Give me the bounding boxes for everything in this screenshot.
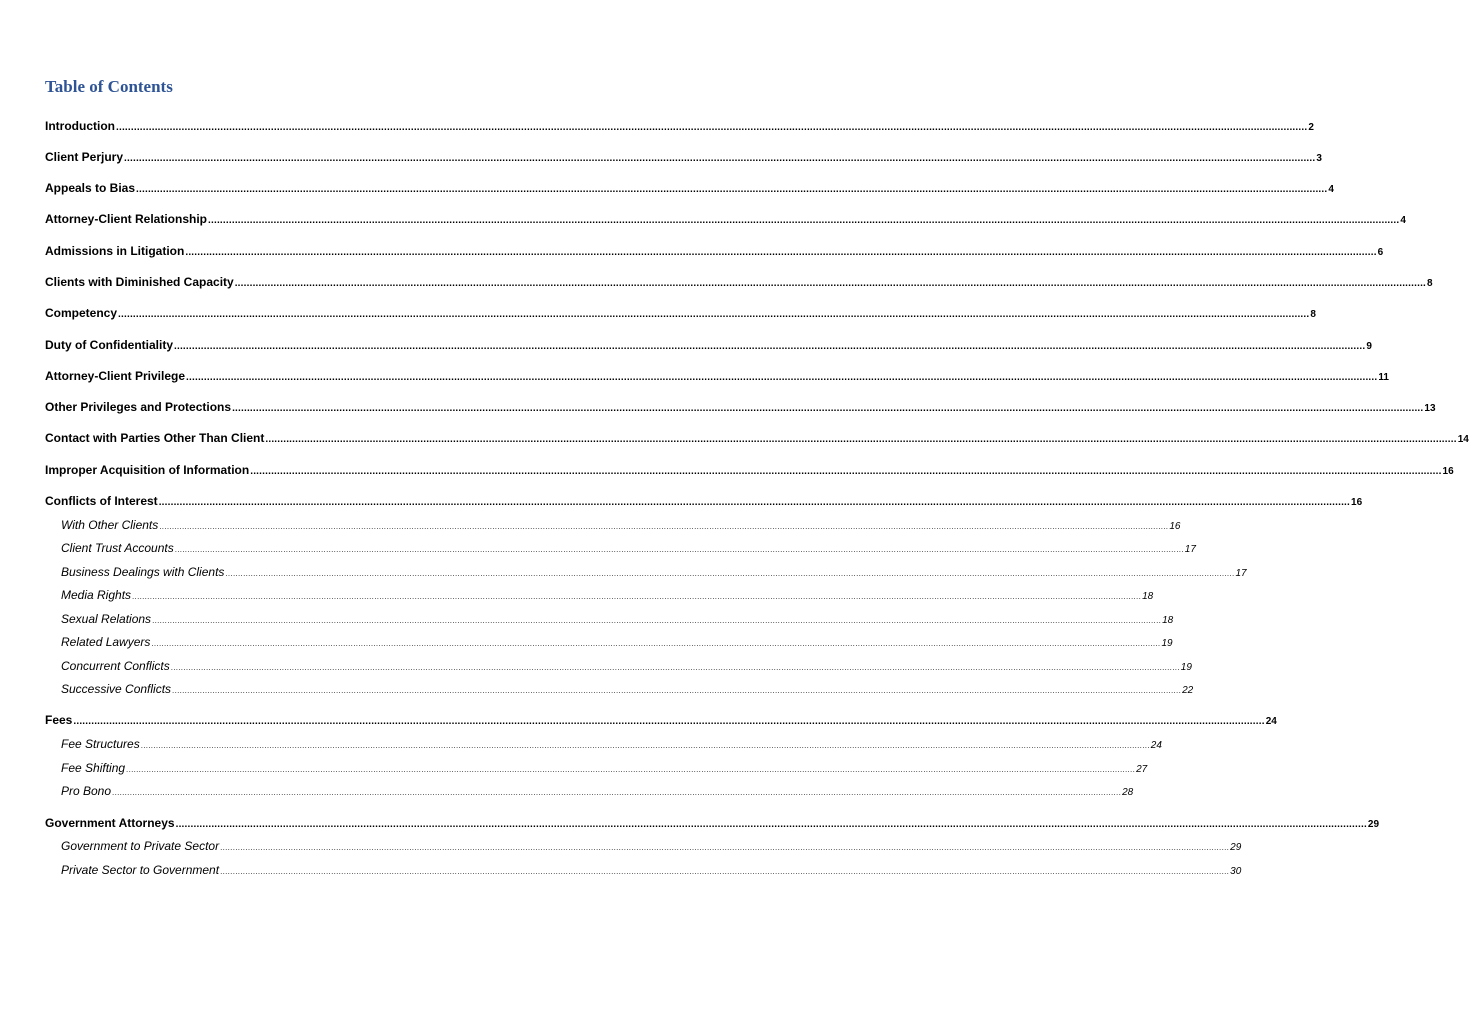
toc-entry-label: Fees: [45, 713, 73, 727]
toc-subentry[interactable]: [61, 541, 1196, 555]
toc-entry-label: Fee Shifting: [61, 761, 126, 775]
toc-entry-label: Successive Conflicts: [61, 682, 172, 696]
dot-leader: ................................................................................................................................................................................................................................................................................................................................................................................................................: [208, 215, 1400, 226]
dot-leader: ................................................................................................................................................................................................................................................................................................................................................................................................................: [234, 278, 1427, 289]
toc-page-number: 19: [1180, 662, 1192, 673]
toc-entry-label: Concurrent Conflicts: [61, 659, 170, 673]
toc-entry[interactable]: [45, 369, 1389, 383]
toc-page-number: 22: [1182, 685, 1194, 696]
toc-entry-label: Media Rights: [61, 588, 132, 602]
dot-leader: ................................................................................................................................................................................................................................................................................................................................................................................................................: [170, 663, 1180, 672]
toc-entry[interactable]: [45, 494, 1363, 508]
toc-subentry[interactable]: [61, 588, 1154, 602]
toc-subentry[interactable]: [61, 682, 1194, 696]
dot-leader: ................................................................................................................................................................................................................................................................................................................................................................................................................: [220, 867, 1230, 876]
toc-page-number: 8: [1310, 309, 1316, 320]
toc-page-number: 17: [1235, 568, 1247, 579]
dot-leader: ................................................................................................................................................................................................................................................................................................................................................................................................................: [185, 247, 1377, 258]
toc-page-number: 24: [1150, 740, 1162, 751]
toc-page-number: 29: [1230, 842, 1242, 853]
toc-entry[interactable]: [45, 119, 1314, 133]
toc-heading: Table of Contents: [45, 77, 173, 96]
toc-subentry[interactable]: [61, 784, 1134, 798]
dot-leader: ................................................................................................................................................................................................................................................................................................................................................................................................................: [126, 765, 1136, 774]
dot-leader: ................................................................................................................................................................................................................................................................................................................................................................................................................: [265, 434, 1457, 445]
toc-page-number: 4: [1400, 215, 1406, 226]
toc-page-number: 3: [1316, 153, 1322, 164]
toc-entry-label: Contact with Parties Other Than Client: [45, 431, 265, 445]
toc-entry-label: Conflicts of Interest: [45, 494, 158, 508]
toc-page-number: 28: [1122, 787, 1134, 798]
toc-subentry[interactable]: [61, 761, 1148, 775]
toc-entry-label: Duty of Confidentiality: [45, 338, 173, 352]
toc-page-number: 24: [1265, 716, 1277, 727]
toc-entry-label: Admissions in Litigation: [45, 244, 185, 258]
dot-leader: ................................................................................................................................................................................................................................................................................................................................................................................................................: [151, 639, 1161, 648]
toc-entry-label: Appeals to Bias: [45, 181, 136, 195]
dot-leader: ................................................................................................................................................................................................................................................................................................................................................................................................................: [220, 843, 1230, 852]
dot-leader: ................................................................................................................................................................................................................................................................................................................................................................................................................: [152, 616, 1162, 625]
toc-entry-label: Pro Bono: [61, 784, 112, 798]
toc-entry-label: Client Trust Accounts: [61, 541, 174, 555]
toc-entry-label: Private Sector to Government: [61, 863, 220, 877]
toc-entry-label: Competency: [45, 306, 118, 320]
toc-page-number: 16: [1169, 521, 1181, 532]
toc-entry-label: Related Lawyers: [61, 635, 151, 649]
toc-entry[interactable]: [45, 181, 1334, 195]
toc-entry-label: With Other Clients: [61, 518, 159, 532]
dot-leader: ................................................................................................................................................................................................................................................................................................................................................................................................................: [115, 122, 1308, 133]
dot-leader: ................................................................................................................................................................................................................................................................................................................................................................................................................: [73, 716, 1265, 727]
toc-entry-label: Sexual Relations: [61, 612, 152, 626]
toc-page-number: 6: [1377, 247, 1384, 258]
toc-entry[interactable]: [45, 150, 1322, 164]
dot-leader: ................................................................................................................................................................................................................................................................................................................................................................................................................: [232, 403, 1424, 414]
toc-page-number: 14: [1457, 434, 1469, 445]
toc-page-number: 16: [1442, 466, 1454, 477]
dot-leader: ................................................................................................................................................................................................................................................................................................................................................................................................................: [118, 309, 1310, 320]
dot-leader: ................................................................................................................................................................................................................................................................................................................................................................................................................: [174, 545, 1184, 554]
toc-page-number: 18: [1162, 615, 1174, 626]
toc-page-number: 13: [1424, 403, 1436, 414]
toc-entry[interactable]: [45, 431, 1469, 445]
dot-leader: ................................................................................................................................................................................................................................................................................................................................................................................................................: [140, 741, 1150, 750]
toc-subentry[interactable]: [61, 612, 1174, 626]
toc-page-number: 9: [1366, 341, 1372, 352]
toc-entry[interactable]: [45, 816, 1380, 830]
toc-page-number: 29: [1367, 819, 1380, 830]
toc-page-number: 4: [1328, 184, 1334, 195]
toc-entry[interactable]: [45, 306, 1316, 320]
toc-entry-label: Client Perjury: [45, 150, 124, 164]
dot-leader: ................................................................................................................................................................................................................................................................................................................................................................................................................: [159, 522, 1169, 531]
dot-leader: ................................................................................................................................................................................................................................................................................................................................................................................................................: [186, 372, 1378, 383]
toc-page-number: 17: [1184, 544, 1196, 555]
dot-leader: ................................................................................................................................................................................................................................................................................................................................................................................................................: [175, 819, 1367, 830]
toc-page-number: 30: [1230, 866, 1242, 877]
toc-entry[interactable]: [45, 338, 1372, 352]
toc-entry[interactable]: [45, 400, 1436, 414]
toc-subentry[interactable]: [61, 518, 1181, 532]
dot-leader: ................................................................................................................................................................................................................................................................................................................................................................................................................: [250, 466, 1442, 477]
dot-leader: ................................................................................................................................................................................................................................................................................................................................................................................................................: [136, 184, 1328, 195]
toc-entry[interactable]: [45, 244, 1384, 258]
dot-leader: ................................................................................................................................................................................................................................................................................................................................................................................................................: [158, 497, 1351, 508]
toc-subentry[interactable]: [61, 635, 1173, 649]
toc-entry[interactable]: [45, 275, 1433, 289]
toc-entry-label: Attorney-Client Relationship: [45, 212, 208, 226]
toc-entry-label: Government to Private Sector: [61, 839, 220, 853]
toc-entry-label: Government Attorneys: [45, 816, 175, 830]
dot-leader: ................................................................................................................................................................................................................................................................................................................................................................................................................: [174, 341, 1366, 352]
toc-entry-label: Fee Structures: [61, 737, 140, 751]
toc-entry-label: Attorney-Client Privilege: [45, 369, 186, 383]
toc-page-number: 18: [1142, 591, 1154, 602]
toc-page-number: 27: [1136, 764, 1148, 775]
toc-subentry[interactable]: [61, 659, 1192, 673]
dot-leader: ................................................................................................................................................................................................................................................................................................................................................................................................................: [132, 592, 1142, 601]
toc-page-number: 16: [1351, 497, 1363, 508]
toc-entry-label: Clients with Diminished Capacity: [45, 275, 234, 289]
toc-page-number: 11: [1378, 372, 1389, 383]
toc-page-number: 2: [1308, 122, 1314, 133]
toc-page-number: 8: [1427, 278, 1433, 289]
toc-subentry[interactable]: [61, 737, 1162, 751]
toc-subentry[interactable]: [61, 839, 1242, 853]
toc-entry[interactable]: [45, 713, 1277, 727]
toc-entry-label: Introduction: [45, 119, 115, 133]
toc-entry-label: Business Dealings with Clients: [61, 565, 225, 579]
dot-leader: ................................................................................................................................................................................................................................................................................................................................................................................................................: [124, 153, 1316, 164]
toc-subentry[interactable]: [61, 863, 1242, 877]
toc-entry[interactable]: [45, 212, 1406, 226]
toc-subentry[interactable]: [61, 565, 1247, 579]
toc-page-number: 19: [1161, 638, 1173, 649]
toc-entry-label: Improper Acquisition of Information: [45, 463, 250, 477]
dot-leader: ................................................................................................................................................................................................................................................................................................................................................................................................................: [172, 686, 1182, 695]
toc-entry-label: Other Privileges and Protections: [45, 400, 232, 414]
toc-entry[interactable]: [45, 463, 1454, 477]
dot-leader: ................................................................................................................................................................................................................................................................................................................................................................................................................: [112, 788, 1122, 797]
dot-leader: ................................................................................................................................................................................................................................................................................................................................................................................................................: [225, 569, 1235, 578]
